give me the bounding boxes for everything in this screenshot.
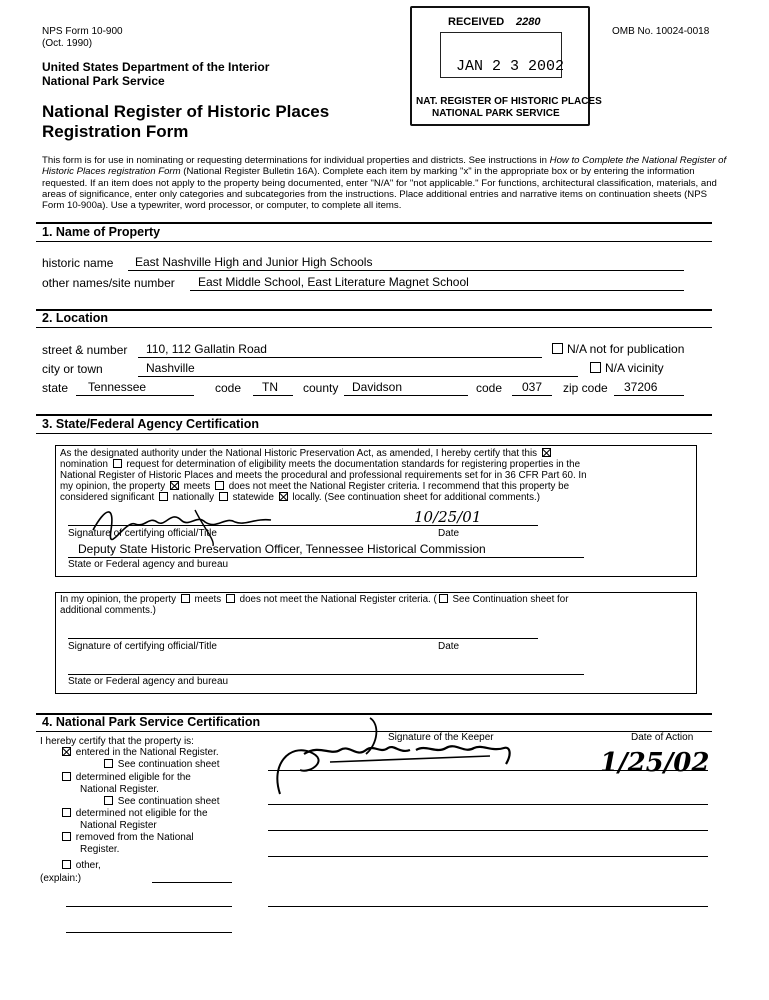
keeper-signature bbox=[270, 714, 520, 804]
omb-number: OMB No. 10024-0018 bbox=[612, 26, 710, 37]
not-eligible-label1: determined not eligible for the bbox=[75, 808, 208, 819]
service: National Park Service bbox=[42, 74, 165, 88]
form-title-line1: National Register of Historic Places bbox=[42, 102, 330, 121]
eligible-label2: National Register. bbox=[80, 784, 159, 795]
zip-value[interactable]: 37206 bbox=[624, 380, 658, 394]
date-of-action-value[interactable]: 1/25/02 bbox=[600, 748, 710, 778]
keeper-line5 bbox=[268, 906, 708, 907]
na-vicinity[interactable] bbox=[590, 361, 664, 375]
agency-line bbox=[68, 557, 584, 558]
street-line bbox=[138, 357, 542, 358]
na-publication[interactable] bbox=[552, 342, 684, 356]
stamp-line2: NATIONAL PARK SERVICE bbox=[432, 108, 560, 119]
state-code-label: code bbox=[215, 381, 242, 395]
cert-text-f: meets bbox=[183, 481, 211, 492]
section2-rule bbox=[36, 309, 712, 311]
zip-label: zip code bbox=[563, 381, 608, 395]
keeper-line4 bbox=[268, 856, 708, 857]
section3-heading: 3. State/Federal Agency Certification bbox=[42, 417, 259, 431]
certifying-date[interactable]: 10/25/01 bbox=[414, 508, 482, 526]
see-cont2-label: See continuation sheet bbox=[117, 796, 220, 807]
other-names-line bbox=[190, 290, 684, 291]
state-code-line bbox=[253, 395, 293, 396]
cert-line2 bbox=[60, 459, 580, 470]
eligible-label1: determined eligible for the bbox=[75, 772, 191, 783]
agency-value[interactable]: Deputy State Historic Preservation Officer, Tennessee Historical Commission bbox=[78, 542, 486, 556]
county-label: county bbox=[303, 381, 339, 395]
stamp-number: 2280 bbox=[516, 16, 541, 28]
na-vicinity-checkbox[interactable] bbox=[590, 362, 601, 373]
entered-label: entered in the National Register. bbox=[75, 747, 219, 758]
keeper-signature-label: Signature of the Keeper bbox=[388, 732, 494, 743]
cert-text-j: statewide bbox=[232, 492, 274, 503]
meets-checkbox[interactable] bbox=[170, 481, 179, 490]
county-code-label: code bbox=[476, 381, 503, 395]
cert-text-b: nomination bbox=[60, 459, 108, 470]
see-cont2-option[interactable] bbox=[102, 796, 220, 807]
na-vicinity-label: N/A vicinity bbox=[605, 361, 664, 375]
cert-text-a: As the designated authority under the National Historic Preservation Act, as amended, I hereby certify that this bbox=[60, 448, 538, 459]
instructions-paragraph bbox=[42, 155, 732, 211]
state-code-value[interactable]: TN bbox=[262, 380, 278, 394]
opinion-text-c: does not meet the National Register criteria. ( bbox=[239, 594, 437, 605]
cert-text-g: does not meet the National Register criteria. I recommend that this property be bbox=[228, 481, 570, 492]
date-label: Date bbox=[438, 528, 460, 539]
not-eligible-checkbox[interactable] bbox=[62, 808, 71, 817]
stamp-date: JAN 2 3 2002 bbox=[456, 58, 565, 75]
opinion-not-meet-checkbox[interactable] bbox=[226, 594, 235, 603]
section3-rule-bottom bbox=[36, 433, 712, 434]
date2-label: Date bbox=[438, 641, 460, 652]
opinion-continuation-checkbox[interactable] bbox=[439, 594, 448, 603]
county-line bbox=[344, 395, 468, 396]
cert-line4 bbox=[60, 481, 569, 492]
county-code-value[interactable]: 037 bbox=[522, 380, 543, 394]
explain-line2 bbox=[66, 906, 232, 907]
intro-text-1: This form is for use in nominating or requesting determinations for individual properties and districts. See instructions in bbox=[42, 155, 550, 166]
not-eligible-label2: National Register bbox=[80, 820, 157, 831]
section3-rule bbox=[36, 414, 712, 416]
certify-text: I hereby certify that the property is: bbox=[40, 736, 194, 747]
street-label: street & number bbox=[42, 343, 128, 357]
opinion-meets-checkbox[interactable] bbox=[181, 594, 190, 603]
does-not-meet-checkbox[interactable] bbox=[215, 481, 224, 490]
date-of-action-label: Date of Action bbox=[631, 732, 694, 743]
historic-name-line bbox=[128, 270, 684, 271]
signature2-line bbox=[68, 638, 538, 639]
historic-name-value[interactable]: East Nashville High and Junior High Schools bbox=[135, 255, 373, 269]
na-publication-checkbox[interactable] bbox=[552, 343, 563, 354]
see-cont1-option[interactable] bbox=[102, 759, 220, 770]
opinion-line1 bbox=[60, 594, 569, 605]
cert-text-e: my opinion, the property bbox=[60, 481, 166, 492]
cert-text-i: nationally bbox=[172, 492, 215, 503]
intro-text-italic: How to Complete the National Register of Historic Places registration Form bbox=[42, 155, 727, 178]
removed-checkbox[interactable] bbox=[62, 832, 71, 841]
signature2-label: Signature of certifying official/Title bbox=[68, 641, 217, 652]
agency2-label: State or Federal agency and bureau bbox=[68, 676, 229, 687]
explain-line3 bbox=[66, 932, 232, 933]
other-checkbox[interactable] bbox=[62, 860, 71, 869]
cert-text-k: locally. (See continuation sheet for additional comments.) bbox=[292, 492, 541, 503]
removed-label1: removed from the National bbox=[75, 832, 194, 843]
not-eligible-option[interactable] bbox=[60, 808, 208, 819]
form-number: NPS Form 10-900 bbox=[42, 26, 123, 37]
county-value[interactable]: Davidson bbox=[352, 380, 403, 394]
entered-checkbox[interactable] bbox=[62, 747, 71, 756]
certifying-signature bbox=[85, 500, 285, 548]
opinion-text-b: meets bbox=[194, 594, 222, 605]
city-line bbox=[138, 376, 578, 377]
other-names-label: other names/site number bbox=[42, 276, 175, 290]
section1-heading: 1. Name of Property bbox=[42, 225, 161, 239]
keeper-line1 bbox=[268, 770, 708, 771]
historic-name-label: historic name bbox=[42, 256, 114, 270]
see-cont1-checkbox[interactable] bbox=[104, 759, 113, 768]
section2-heading: 2. Location bbox=[42, 311, 108, 325]
signature-label: Signature of certifying official/Title bbox=[68, 528, 217, 539]
form-date: (Oct. 1990) bbox=[42, 38, 93, 49]
other-option[interactable] bbox=[60, 860, 101, 871]
cert-line3: National Register of Historic Places and meets the procedural and professional requirements set for in 36 CFR Part 60. In bbox=[60, 470, 587, 481]
na-publication-label: N/A not for publication bbox=[567, 342, 685, 356]
cert-line1 bbox=[60, 448, 553, 459]
agency2-line bbox=[68, 674, 584, 675]
keeper-line3 bbox=[268, 830, 708, 831]
other-names-value[interactable]: East Middle School, East Literature Magnet School bbox=[198, 275, 469, 289]
county-code-line bbox=[512, 395, 552, 396]
state-label: state bbox=[42, 381, 69, 395]
eligible-option[interactable] bbox=[60, 772, 191, 783]
request-checkbox[interactable] bbox=[113, 459, 122, 468]
cert-text-c: request for determination of eligibility meets the documentation standards for registering properties in the bbox=[126, 459, 581, 470]
eligible-checkbox[interactable] bbox=[62, 772, 71, 781]
entered-option[interactable] bbox=[60, 747, 219, 758]
zip-line bbox=[614, 395, 684, 396]
other-label: other, bbox=[75, 860, 101, 871]
opinion-text-d: See Continuation sheet for bbox=[452, 594, 569, 605]
received-stamp bbox=[410, 6, 602, 126]
keeper-line2 bbox=[268, 804, 708, 805]
city-value[interactable]: Nashville bbox=[146, 361, 195, 375]
section1-rule bbox=[36, 222, 712, 224]
removed-label2: Register. bbox=[80, 844, 120, 855]
removed-option[interactable] bbox=[60, 832, 194, 843]
form-title-line2: Registration Form bbox=[42, 122, 189, 141]
agency-label: State or Federal agency and bureau bbox=[68, 559, 229, 570]
section2-rule-bottom bbox=[36, 327, 712, 328]
stamp-received: RECEIVED bbox=[448, 16, 505, 28]
street-value[interactable]: 110, 112 Gallatin Road bbox=[146, 342, 267, 356]
stamp-line1: NAT. REGISTER OF HISTORIC PLACES bbox=[416, 96, 602, 107]
cert-text-h: considered significant bbox=[60, 492, 155, 503]
opinion-text-a: In my opinion, the property bbox=[60, 594, 176, 605]
see-cont2-checkbox[interactable] bbox=[104, 796, 113, 805]
state-value[interactable]: Tennessee bbox=[88, 380, 147, 394]
explain-label: (explain:) bbox=[40, 873, 82, 884]
state-line bbox=[76, 395, 194, 396]
section1-rule-bottom bbox=[36, 241, 712, 242]
city-label: city or town bbox=[42, 362, 103, 376]
see-cont1-label: See continuation sheet bbox=[117, 759, 220, 770]
department: United States Department of the Interior bbox=[42, 60, 270, 74]
section4-heading: 4. National Park Service Certification bbox=[42, 715, 261, 729]
signature-line bbox=[68, 525, 538, 526]
explain-line1 bbox=[152, 882, 232, 883]
intro-text-2: (National Register Bulletin 16A). Complete each item by marking "x" in the appropriate box or by entering the information requested. If an item does not apply to the property being documented, enter "N/A" for "not applicable." For functions, architectural classification, materials, and areas of significance, enter only categories and subcategories from the instructions. Place additional entries and narrative items on continuation sheets (NPS Form 10-900a). Use a typewriter, word processor, or computer, to complete all items. bbox=[42, 166, 717, 212]
opinion-line2: additional comments.) bbox=[60, 605, 156, 616]
nomination-checkbox[interactable] bbox=[542, 448, 551, 457]
